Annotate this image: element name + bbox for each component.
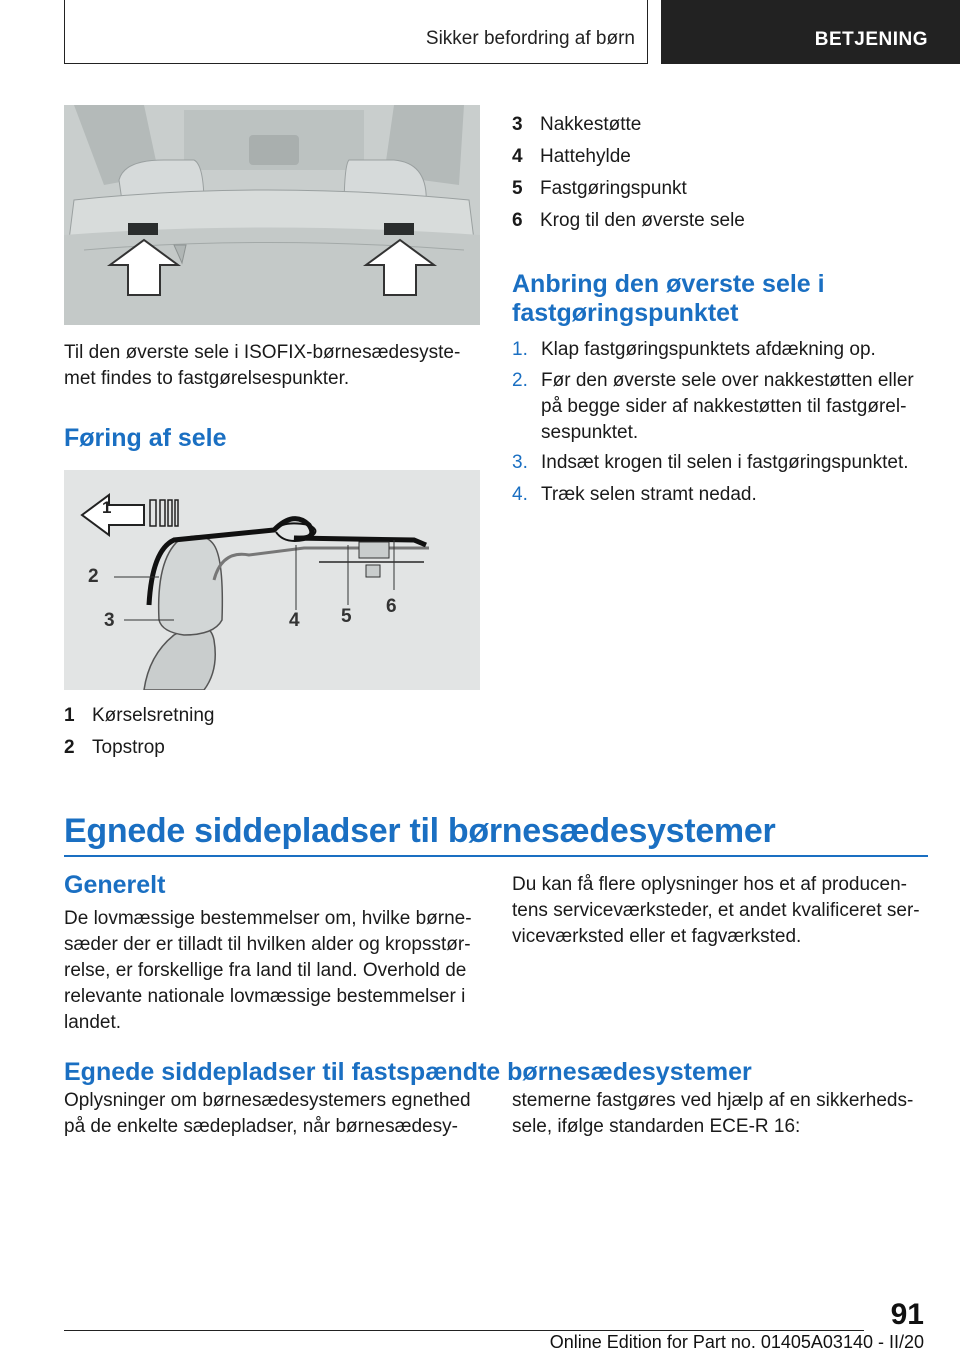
section-title: Egnede siddepladser til børnesædesystemer	[64, 812, 776, 850]
diagram-label-4: 4	[289, 610, 300, 631]
header-chapter-tab	[661, 0, 960, 64]
sub-right-paragraph: stemerne fastgøres ved hjælp af en sikkerheds-sele, ifølge standarden ECE-R 16:	[512, 1090, 914, 1137]
step-item	[512, 450, 922, 476]
legend-label: Krog til den øverste sele	[540, 210, 745, 231]
heading-generelt: Generelt	[64, 871, 166, 899]
step-text: Træk selen stramt nedad.	[541, 484, 757, 505]
sub-left-paragraph: Oplysninger om børnesædesystemers egnethed på de enkelte sædepladser, når børnesædesy-	[64, 1090, 471, 1137]
step-text: Før den øverste sele over nakkestøtten eller på begge sider af nakkestøtten til fastgørel-sespunktet.	[541, 370, 914, 443]
heading-anbring-line1: Anbring den øverste sele i	[512, 270, 825, 298]
heading-anbring-line2: fastgøringspunktet	[512, 299, 739, 327]
legend-label: Nakkestøtte	[540, 114, 642, 135]
header-section-box	[64, 0, 648, 64]
legend-num: 6	[512, 210, 523, 231]
step-text: Indsæt krogen til selen i fastgøringspunktet.	[541, 452, 909, 473]
page-number: 91	[890, 1298, 924, 1331]
diagram-label-3: 3	[104, 610, 115, 631]
intro-paragraph: Til den øverste sele i ISOFIX-børnesædesyste-met findes to fastgørelsespunkter.	[64, 342, 461, 389]
strap-routing-illustration	[64, 470, 480, 690]
diagram-label-1: 1	[102, 498, 112, 517]
legend-label: Topstrop	[92, 737, 165, 758]
diagram-label-6: 6	[386, 596, 397, 617]
legend-label: Kørselsretning	[92, 705, 215, 726]
header-chapter-label: BETJENING	[814, 29, 928, 50]
step-item	[512, 482, 922, 508]
legend-label: Fastgøringspunkt	[540, 178, 687, 199]
generelt-paragraph: De lovmæssige bestemmelser om, hvilke børne-sæder der er tilladt til hvilken alder og kropsstør-relse, er forskellige fra land til land. Overhold de relevante nationale lovmæssige bestemmelser i landet.	[64, 908, 472, 1033]
legend-label: Hattehylde	[540, 146, 631, 167]
header-section-title: Sikker befordring af børn	[425, 28, 635, 49]
sub-heading: Egnede siddepladser til fastspændte børnesædesystemer	[64, 1058, 752, 1086]
section-title-rule	[64, 855, 928, 857]
step-number: 3.	[512, 452, 528, 473]
diagram-label-2: 2	[88, 566, 99, 587]
footer-rule	[64, 1330, 864, 1331]
legend-num: 2	[64, 737, 75, 758]
rear-seat-illustration	[64, 105, 480, 325]
step-number: 1.	[512, 339, 528, 360]
heading-foering-af-sele: Føring af sele	[64, 424, 227, 452]
step-item	[512, 368, 922, 446]
step-number: 2.	[512, 370, 528, 391]
diagram-label-5: 5	[341, 606, 352, 627]
rear-seat-photo	[64, 105, 480, 325]
legend-num: 5	[512, 178, 523, 199]
right-paragraph: Du kan få flere oplysninger hos et af producen-tens serviceværksteder, et andet kvalificeret ser-viceværksted eller et fagværksted.	[512, 874, 920, 947]
legend-num: 3	[512, 114, 523, 135]
strap-routing-diagram	[64, 470, 480, 690]
step-text: Klap fastgøringspunktets afdækning op.	[541, 339, 876, 360]
step-item	[512, 337, 922, 363]
legend-num: 4	[512, 146, 523, 167]
legend-num: 1	[64, 705, 75, 726]
step-number: 4.	[512, 484, 528, 505]
footer-edition-text: Online Edition for Part no. 01405A03140 - II/20	[549, 1332, 924, 1352]
